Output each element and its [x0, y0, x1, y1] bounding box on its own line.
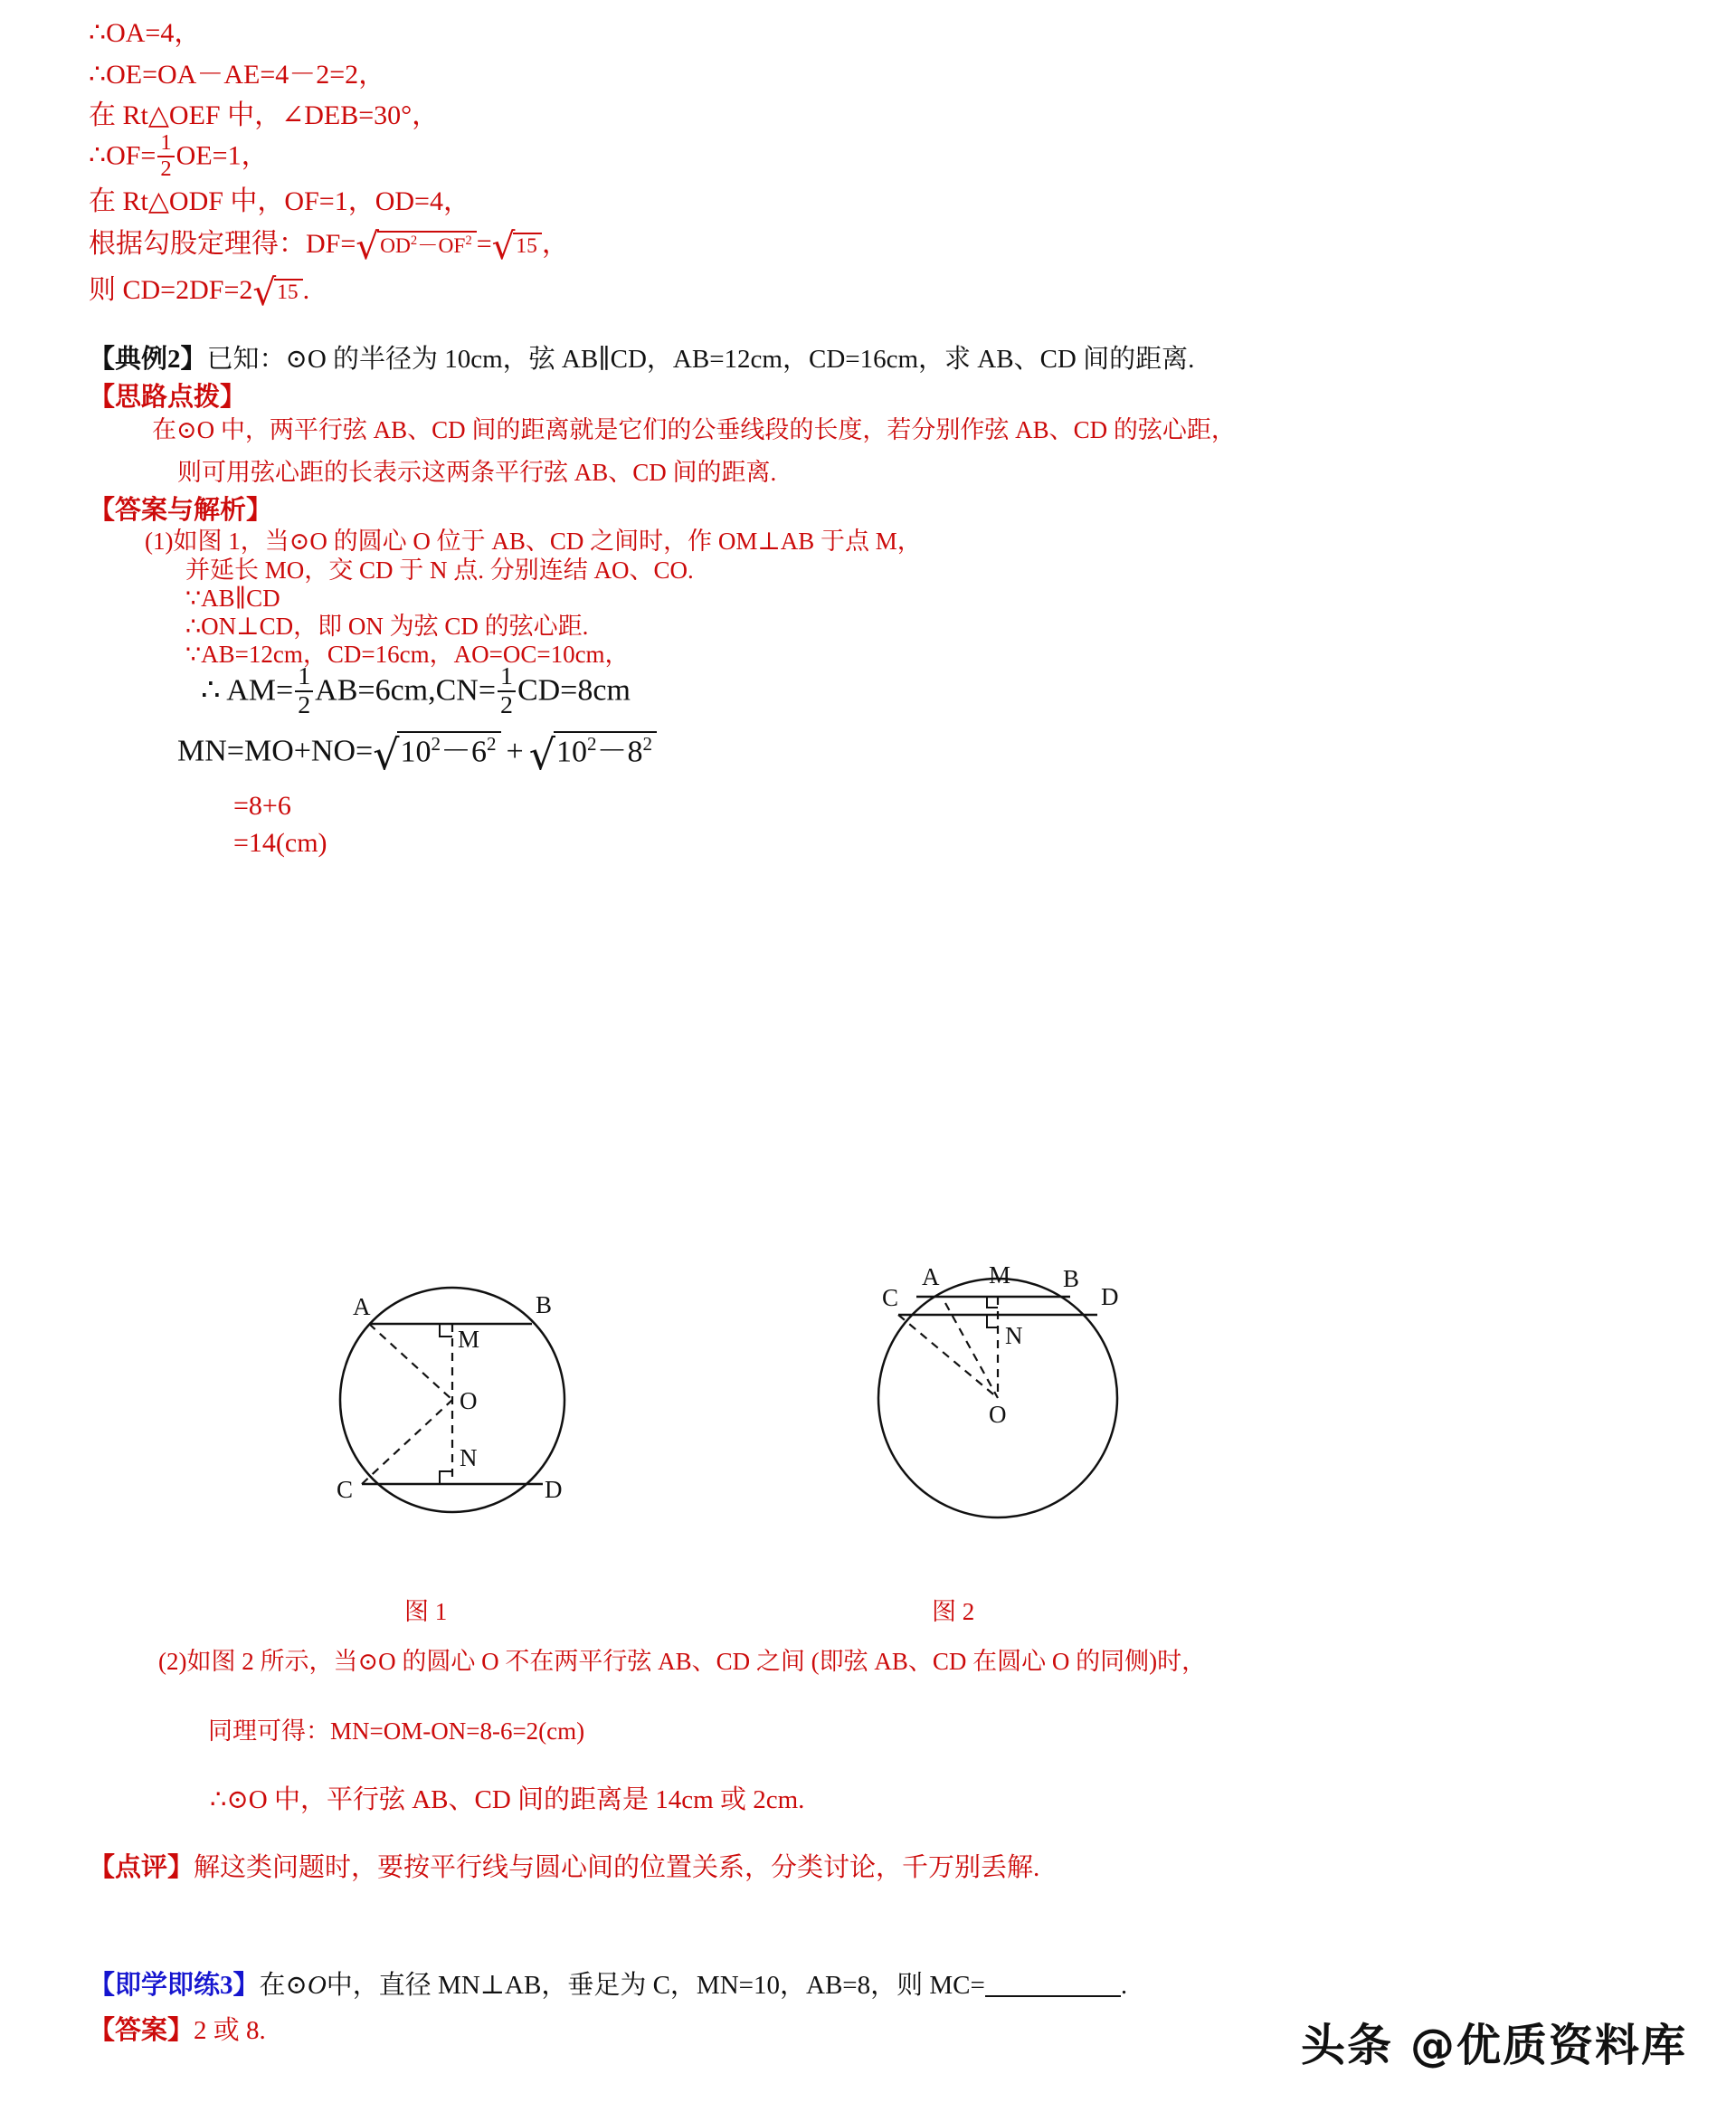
solution2-line2: 同理可得：MN=OM-ON=8-6=2(cm): [208, 1717, 585, 1745]
radical-10sq-minus-8sq: [528, 729, 657, 779]
one-half-fraction: [157, 132, 174, 180]
radicand-15-final: 15: [274, 279, 302, 303]
proof-line-oa: ∴OA=4，: [89, 18, 202, 48]
hint-line-1: 在⊙O 中，两平行弦 AB、CD 间的距离就是它们的公垂线段的长度，若分别作弦 AB、CD 的弦心距，: [152, 416, 1236, 443]
solution2-line1: (2)如图 2 所示，当⊙O 的圆心 O 不在两平行弦 AB、CD 之间 (即弦 AB、CD 在圆心 O 的同侧)时，: [158, 1648, 1207, 1675]
radicand-of: OF: [438, 233, 466, 258]
figure1-label-o: O: [460, 1387, 478, 1414]
segment-co-dashed: [898, 1315, 998, 1398]
proof-line-rt-odf: 在 Rt△ODF 中，OF=1，OD=4，: [89, 186, 470, 216]
figure2-label-b: B: [1063, 1265, 1080, 1292]
practice3-answer-blank[interactable]: [985, 1995, 1121, 1997]
hint-line-2: 则可用弦心距的长表示这两条平行弦 AB、CD 间的距离.: [177, 459, 777, 486]
figure-1-caption: 图 1: [404, 1598, 448, 1625]
radicand-minus-b: －: [596, 735, 628, 769]
example2-heading: [89, 347, 1194, 373]
formula-mn-result-1: =8+6: [233, 791, 291, 821]
practice3-line: [89, 1973, 1127, 1999]
comment-line: [89, 1855, 1039, 1881]
fraction-numerator: 1: [298, 662, 311, 690]
mn-plus-sign: +: [506, 734, 524, 768]
radical-sign-icon: √: [356, 224, 380, 268]
radicand-of-power: 2: [465, 233, 472, 248]
hint-tag: 【思路点拨】: [89, 383, 247, 412]
right-angle-mark-m: [440, 1324, 452, 1337]
radicand-10a-power: 2: [431, 733, 441, 755]
radical-10sq-minus-6sq: [373, 729, 500, 779]
radical-sign-icon: √: [491, 224, 516, 268]
proof-line-rt-oef: 在 Rt△OEF 中，∠DEB=30°，: [89, 100, 440, 130]
radicand-od: OD: [380, 233, 411, 258]
example2-tag: 【典例2】: [89, 345, 207, 374]
equals-sign: =: [476, 229, 492, 260]
cd-result-period: .: [302, 275, 310, 306]
practice3-text-pre: 在⊙: [259, 1971, 308, 2000]
am-half-fraction: [295, 664, 313, 718]
figure1-label-a: A: [353, 1293, 371, 1320]
formula-mn: [177, 729, 657, 779]
radicand-10b-power: 2: [586, 733, 597, 755]
fraction-denominator: 2: [160, 156, 172, 181]
right-angle-mark-n: [987, 1315, 998, 1327]
radical-sign-icon: √: [373, 729, 400, 779]
radical-sign-icon: √: [528, 729, 555, 779]
practice3-answer-text: 2 或 8.: [194, 2016, 266, 2045]
figure2-label-m: M: [989, 1261, 1011, 1289]
proof-line-pythagoras: [89, 224, 569, 268]
figure-1-svg: [315, 1244, 613, 1552]
of-suffix: OE=1，: [175, 140, 269, 171]
solution1-line3: ∵AB∥CD: [185, 585, 280, 612]
solution2-line3: ∴⊙O 中，平行弦 AB、CD 间的距离是 14cm 或 2cm.: [210, 1785, 805, 1814]
radical-15-final: [252, 271, 302, 314]
practice3-answer-tag: 【答案】: [89, 2016, 194, 2045]
solution1-line2: 并延长 MO，交 CD 于 N 点. 分别连结 AO、CO.: [185, 557, 694, 584]
figure1-label-m: M: [458, 1326, 480, 1353]
figure2-label-n: N: [1005, 1322, 1023, 1349]
figure1-label-n: N: [460, 1444, 478, 1471]
solution1-line4: ∴ON⊥CD，即 ON 为弦 CD 的弦心距.: [185, 613, 589, 640]
formula-mn-result-2: =14(cm): [233, 828, 327, 858]
segment-ao-dashed: [945, 1303, 998, 1398]
radicand-minus: －: [417, 233, 439, 258]
fraction-denominator: 2: [298, 690, 311, 719]
practice3-tag: 【即学即练3】: [89, 1971, 260, 2000]
right-angle-mark-n: [440, 1471, 452, 1484]
figure-2: [846, 1213, 1153, 1561]
proof-line-oe: ∴OE=OA－AE=4－2=2，: [89, 60, 386, 90]
comment-tag: 【点评】: [89, 1853, 194, 1882]
radicand-od-power: 2: [410, 233, 418, 248]
cn-half-fraction: [498, 664, 516, 718]
figure-1: [315, 1244, 613, 1556]
radicand-6: 6: [471, 735, 487, 769]
radicand-minus-a: －: [441, 735, 471, 769]
am-suffix: CD=8cm: [517, 673, 631, 708]
radicand-6-power: 2: [487, 733, 497, 755]
figure2-label-d: D: [1101, 1283, 1119, 1310]
figure2-label-a: A: [922, 1263, 940, 1290]
right-angle-mark-m: [987, 1297, 998, 1308]
radical-sign-icon: √: [252, 271, 277, 314]
radicand-8: 8: [627, 735, 643, 769]
figure2-label-c: C: [882, 1284, 899, 1311]
am-prefix: ∴ AM=: [201, 673, 294, 708]
example2-statement: 已知：⊙O 的半径为 10cm，弦 AB∥CD，AB=12cm，CD=16cm，求 AB、CD 间的距离.: [206, 345, 1195, 374]
practice3-text-post: 中，直径 MN⊥AB，垂足为 C，MN=10，AB=8，则 MC=: [326, 1971, 985, 2000]
proof-line-cd-result: [89, 271, 310, 314]
cd-result-prefix: 则 CD=2DF=2: [89, 275, 253, 306]
comment-text: 解这类问题时，要按平行线与圆心间的位置关系，分类讨论，千万别丢解.: [194, 1853, 1040, 1882]
proof-line-of-half: [89, 130, 269, 182]
mn-prefix: MN=MO+NO=: [177, 734, 374, 768]
fraction-numerator: 1: [500, 662, 513, 690]
figure1-label-d: D: [545, 1476, 563, 1503]
radical-od2-of2: [356, 224, 476, 268]
fraction-denominator: 2: [500, 690, 513, 719]
watermark-logo: 头条 @优质资料库: [1301, 2020, 1688, 2071]
figure-2-svg: [846, 1213, 1153, 1556]
figure-2-caption: 图 2: [932, 1598, 975, 1625]
solution1-line1: (1)如图 1，当⊙O 的圆心 O 位于 AB、CD 之间时，作 OM⊥AB 于点 M，: [145, 528, 922, 555]
fraction-numerator: 1: [160, 130, 172, 155]
figure2-label-o: O: [989, 1401, 1007, 1428]
am-middle: AB=6cm,CN=: [315, 673, 497, 708]
radicand-10a: 10: [400, 735, 432, 769]
figure1-label-c: C: [337, 1476, 354, 1503]
figure1-label-b: B: [536, 1291, 553, 1318]
of-prefix: ∴OF=: [89, 140, 157, 171]
practice3-circle-o: O: [307, 1971, 327, 2000]
radical-15: [491, 224, 542, 268]
radicand-15: 15: [513, 233, 541, 257]
answer-analysis-tag: 【答案与解析】: [89, 496, 273, 525]
practice3-period: .: [1120, 1971, 1128, 2000]
pythagoras-comma: ，: [541, 229, 569, 260]
radicand-10b: 10: [555, 735, 587, 769]
practice3-answer-line: [89, 2018, 266, 2044]
solution1-line5: ∵AB=12cm，CD=16cm，AO=OC=10cm，: [185, 641, 630, 668]
radicand-8-power: 2: [642, 733, 653, 755]
formula-am-cn: [201, 662, 631, 720]
pythagoras-prefix: 根据勾股定理得：DF=: [89, 229, 356, 260]
